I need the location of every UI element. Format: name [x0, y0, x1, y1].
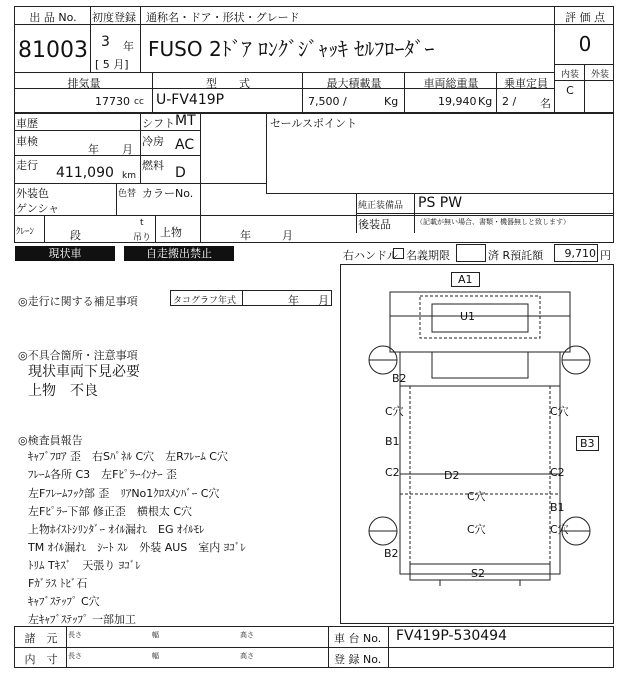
damage-label-c-hole: C穴 — [550, 523, 569, 536]
right-handle-checkbox — [393, 248, 404, 259]
width-label: 幅 — [152, 631, 159, 639]
crane-year-unit: 年 — [240, 229, 251, 242]
color-value: ゲンシャ — [16, 202, 60, 215]
recycle-amount: 9,710 — [564, 247, 596, 260]
length-label: 長さ — [68, 652, 82, 660]
mileage-value: 411,090 — [56, 165, 114, 181]
vehicle-name: FUSO 2ﾄﾞｱ ﾛﾝｸﾞｼﾞｬｯｷ ｾﾙﾌﾛｰﾀﾞｰ — [148, 37, 435, 61]
crane-hook: 吊り — [133, 233, 152, 243]
inspection-label: 車検 — [16, 135, 38, 148]
crane-ton: t — [140, 218, 144, 228]
registration-label: 登 録 No. — [334, 653, 382, 666]
damage-label-c-hole: C穴 — [467, 490, 486, 503]
inspector-line: TM ｵｲﾙ漏れ ｼｰﾄ ｽﾚ 外装 AUS 室内 ﾖｺﾞﾚ — [28, 541, 246, 554]
model-value: U-FV419P — [156, 92, 225, 108]
equipment-value: PS PW — [418, 195, 463, 211]
damage-label-c2: C2 — [385, 466, 400, 479]
inspection-month-unit: 月 — [122, 143, 133, 156]
first-reg-year: 3 — [101, 34, 110, 50]
gross-weight-label: 車両総重量 — [423, 77, 479, 90]
title-expiry-box — [456, 244, 486, 262]
damage-label-b1: B1 — [550, 501, 565, 514]
fuel-label: 燃料 — [142, 159, 164, 172]
inspector-line: Fｶﾞﾗｽ ﾄﾋﾞ石 — [28, 577, 88, 590]
shift-label: シフト — [142, 117, 175, 130]
fuel-value: D — [175, 165, 186, 181]
crane-top-label: 上物 — [160, 226, 182, 239]
damage-label-u1: U1 — [460, 310, 476, 323]
damage-label-b3: B3 — [576, 436, 599, 451]
inspector-line: 左Fﾋﾟﾗｰ下部 修正歪 横根太 C穴 — [28, 505, 192, 518]
chassis-number: FV419P-530494 — [396, 628, 507, 644]
chassis-label: 車 台 No. — [334, 632, 382, 645]
displacement-unit: cc — [134, 97, 144, 107]
gross-weight-unit: Kg — [478, 95, 493, 108]
damage-label-c-hole: C穴 — [550, 405, 569, 418]
color-label: 外装色 — [16, 187, 49, 200]
tacho-label: タコグラフ年式 — [173, 296, 237, 306]
max-load-unit: Kg — [384, 95, 399, 108]
length-label: 長さ — [68, 631, 82, 639]
damage-label-c2: C2 — [550, 466, 565, 479]
lot-label: 出 品 No. — [29, 11, 77, 24]
damage-label-s2: S2 — [471, 567, 485, 580]
recycle-unit: 円 — [600, 249, 611, 262]
gross-weight-value: 19,940 — [438, 95, 477, 108]
driving-notes-title: ◎走行に関する補足事項 — [18, 295, 138, 308]
ac-label: 冷房 — [142, 135, 164, 148]
max-load-value: 7,500 / — [308, 95, 347, 108]
damage-label-b2: B2 — [392, 372, 407, 385]
year-unit: 年 — [123, 40, 134, 53]
interior-grade-label: 内装 — [560, 70, 579, 80]
interior-grade: C — [566, 84, 574, 97]
inspector-line: 上物ﾎｲｽﾄｼﾘﾝﾀﾞｰ ｵｲﾙ漏れ EG ｵｲﾙﾓﾚ — [28, 523, 205, 536]
inspector-line: ﾄﾘﾑ Tｷｽﾞ 天張り ﾖｺﾞﾚ — [28, 559, 141, 572]
exterior-grade-label: 外装 — [590, 70, 609, 80]
aftermarket-note: （記載が無い場合、書類・機器無しと致します） — [416, 218, 570, 226]
first-reg-label: 初度登録 — [92, 11, 136, 24]
model-label: 型 式 — [206, 77, 250, 90]
equipment-label: 純正装備品 — [358, 201, 404, 211]
crane-label: ｸﾚｰﾝ — [16, 227, 35, 237]
as-is-badge: 現状車 — [15, 246, 115, 261]
damage-label-b1: B1 — [385, 435, 400, 448]
right-handle-label: 右ハンドル — [343, 249, 398, 262]
damage-label-c-hole: C穴 — [467, 523, 486, 536]
dims-label: 諸 元 — [24, 632, 58, 645]
sales-point-label: セールスポイント — [270, 117, 358, 130]
displacement-value: 17730 — [95, 95, 130, 108]
inspector-line: 左ｷｬﾌﾞｽﾃｯﾌﾟ 一部加工 — [28, 613, 136, 626]
height-label: 高さ — [240, 652, 254, 660]
damage-label-c-hole: C穴 — [385, 405, 404, 418]
color-code-label: カラーNo. — [142, 187, 194, 200]
first-reg-month: [ 5 月] — [95, 58, 129, 71]
height-label: 高さ — [240, 631, 254, 639]
crane-stage: 段 — [70, 229, 81, 242]
inspection-year-unit: 年 — [88, 143, 99, 156]
aftermarket-label: 後装品 — [358, 218, 391, 231]
ac-value: AC — [175, 137, 195, 153]
width-label: 幅 — [152, 652, 159, 660]
inspector-line: ｷｬﾌﾞｽﾃｯﾌﾟ C穴 — [28, 595, 100, 608]
damage-label-a1: A1 — [451, 272, 480, 287]
defect-line: 現状車両下見必要 — [28, 364, 140, 380]
displacement-label: 排気量 — [67, 77, 101, 90]
interior-dims-label: 内 寸 — [24, 653, 58, 666]
inspector-line: ﾌﾚｰﾑ各所 C3 左Fﾋﾟﾗｰｲﾝﾅｰ 歪 — [28, 468, 177, 481]
damage-label-d2: D2 — [444, 469, 460, 482]
defect-line: 上物 不良 — [28, 383, 98, 399]
shift-value: MT — [175, 113, 196, 129]
capacity-unit: 名 — [540, 97, 551, 110]
vehicle-name-label: 通称名・ドア・形状・グレード — [146, 11, 300, 24]
score-value: 0 — [578, 32, 592, 56]
recycle-label: 済 R預託額 — [488, 249, 544, 262]
title-expiry-label: 名義期限 — [406, 249, 450, 262]
inspector-title: ◎検査員報告 — [18, 434, 83, 447]
mileage-unit: km — [122, 171, 136, 181]
capacity-value: 2 / — [502, 95, 517, 108]
inspector-line: ｷｬﾌﾞﾌﾛｱ 歪 右Sﾊﾟﾈﾙ C穴 左Rﾌﾚｰﾑ C穴 — [28, 450, 228, 463]
crane-month-unit: 月 — [282, 229, 293, 242]
history-label: 車歴 — [16, 117, 38, 130]
inspector-line: 左Fﾌﾚｰﾑﾌｯｸ部 歪 ﾘｱNo1ｸﾛｽﾒﾝﾊﾞｰ C穴 — [28, 487, 220, 500]
tacho-year-unit: 年 — [288, 294, 299, 307]
score-label: 評 価 点 — [565, 11, 605, 24]
capacity-label: 乗車定員 — [504, 77, 548, 90]
lot-number: 81003 — [18, 38, 88, 63]
color-change-label: 色替 — [118, 189, 137, 199]
damage-label-b2: B2 — [384, 547, 399, 560]
self-drive-ban-badge: 自走搬出禁止 — [124, 246, 234, 261]
defects-title: ◎不具合箇所・注意事項 — [18, 349, 138, 362]
tacho-month-unit: 月 — [318, 294, 329, 307]
mileage-label: 走行 — [16, 159, 38, 172]
max-load-label: 最大積載量 — [326, 77, 382, 90]
